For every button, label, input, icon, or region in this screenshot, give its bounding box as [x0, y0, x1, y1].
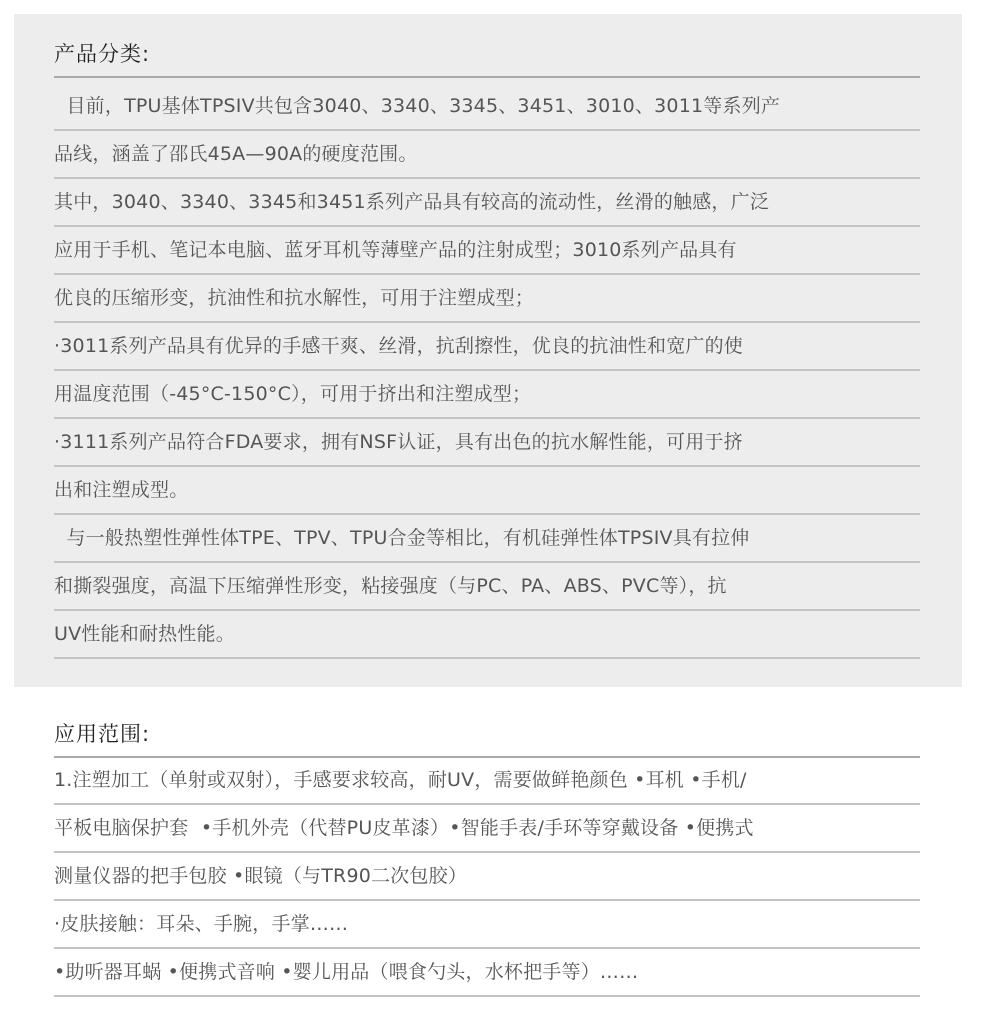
text-line: 和撕裂强度，高温下压缩弹性形变，粘接强度（与PC、PA、ABS、PVC等），抗	[54, 564, 920, 611]
text-line: ·皮肤接触：耳朵、手腕，手掌……	[54, 902, 920, 949]
text-line: •助听器耳蜗 •便携式音响 •婴儿用品（喂食勺头，水杯把手等）……	[54, 950, 920, 997]
text-line: 应用于手机、笔记本电脑、蓝牙耳机等薄壁产品的注射成型；3010系列产品具有	[54, 228, 920, 275]
text-line: ·3111系列产品符合FDA要求，拥有NSF认证，具有出色的抗水解性能，可用于挤	[54, 420, 920, 467]
text-line: 与一般热塑性弹性体TPE、TPV、TPU合金等相比，有机硅弹性体TPSIV具有拉伸	[54, 516, 920, 563]
text-line: 优良的压缩形变，抗油性和抗水解性，可用于注塑成型；	[54, 276, 920, 323]
text-line: 测量仪器的把手包胶 •眼镜（与TR90二次包胶）	[54, 854, 920, 901]
text-line: 其中，3040、3340、3345和3451系列产品具有较高的流动性，丝滑的触感，广泛	[54, 180, 920, 227]
text-line: 平板电脑保护套 •手机外壳（代替PU皮革漆）•智能手表/手环等穿戴设备 •便携式	[54, 806, 920, 853]
text-line: UV性能和耐热性能。	[54, 612, 920, 659]
text-line: 目前，TPU基体TPSIV共包含3040、3340、3345、3451、3010、3011等系列产	[54, 84, 920, 131]
text-line: 用温度范围（-45°C-150°C），可用于挤出和注塑成型；	[54, 372, 920, 419]
text-line: 1.注塑加工（单射或双射），手感要求较高，耐UV，需要做鲜艳颜色 •耳机 •手机/	[54, 758, 920, 805]
application-scope-heading: 应用范围:	[54, 722, 151, 746]
heading-divider	[54, 76, 920, 78]
product-category-heading: 产品分类:	[54, 42, 151, 66]
text-line: 出和注塑成型。	[54, 468, 920, 515]
text-line: ·3011系列产品具有优异的手感干爽、丝滑，抗刮擦性，优良的抗油性和宽广的使	[54, 324, 920, 371]
text-line: 品线，涵盖了邵氏45A—90A的硬度范围。	[54, 132, 920, 179]
